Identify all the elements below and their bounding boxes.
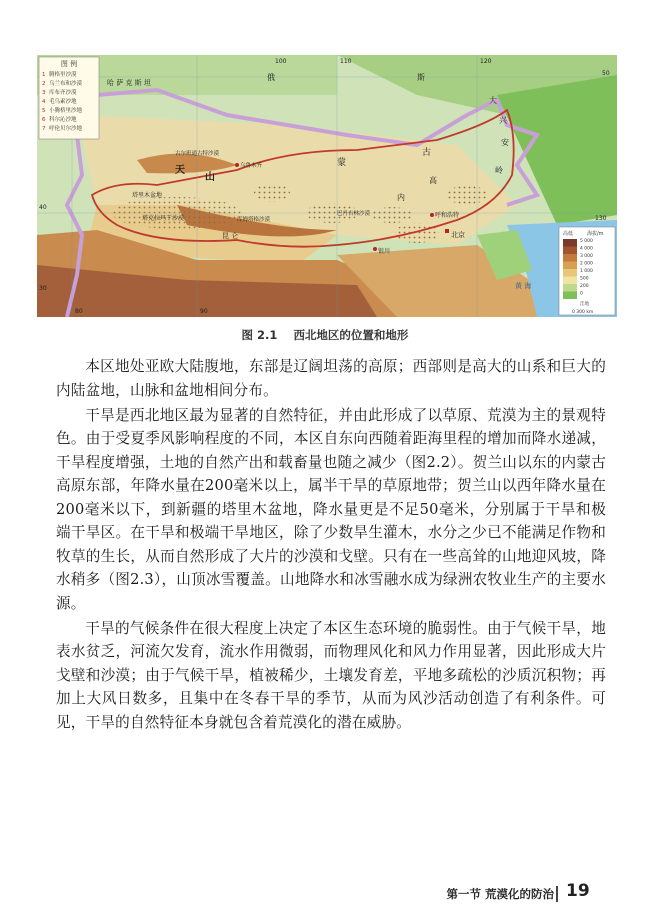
label-mongolia-2: 古 bbox=[422, 148, 432, 158]
page-number: 19 bbox=[566, 881, 590, 901]
lat-30: 30 bbox=[39, 285, 47, 292]
label-yinchuan: 银川 bbox=[378, 248, 391, 255]
label-hohhot: 呼和浩特 bbox=[435, 212, 460, 219]
elevation-level-label: 5 000 bbox=[580, 239, 593, 244]
legend-item-number: 3 bbox=[42, 90, 46, 96]
legend-item-number: 6 bbox=[42, 117, 46, 123]
legend-item-label: 小腾格里沙地 bbox=[49, 108, 83, 114]
label-kumtag: 库姆塔格沙漠 bbox=[237, 217, 271, 223]
elevation-legend bbox=[559, 227, 615, 315]
map-legend bbox=[39, 57, 99, 139]
elevation-swatch bbox=[563, 269, 577, 277]
label-russia-s: 斯 bbox=[417, 73, 425, 82]
paragraph-1: 本区地处亚欧大陆腹地，东部是辽阔坦荡的高原；西部则是高大的山系和巨大的内陆盆地，山脉和盆地相间分布。 bbox=[56, 358, 606, 399]
elevation-level-label: 1 000 bbox=[580, 269, 593, 274]
lat-50: 50 bbox=[602, 70, 610, 77]
elevation-swatch bbox=[563, 247, 577, 255]
label-dxal-1: 大 bbox=[489, 96, 497, 105]
lon-120: 120 bbox=[480, 58, 492, 65]
elevation-level-label: 4 000 bbox=[580, 246, 593, 252]
legend-item-label: 呼伦贝尔沙地 bbox=[49, 126, 83, 132]
legend-item-number: 7 bbox=[42, 126, 46, 132]
figure-title: 西北地区的位置和地形 bbox=[293, 328, 409, 342]
elevation-swatch bbox=[563, 277, 577, 285]
figure-caption bbox=[0, 327, 650, 343]
lat-40: 40 bbox=[39, 204, 47, 211]
legend-title: 图 例 bbox=[60, 60, 78, 68]
body-text bbox=[56, 355, 606, 736]
label-dxal-3: 安 bbox=[501, 138, 509, 147]
legend-item-number: 2 bbox=[42, 81, 46, 87]
lon-80: 80 bbox=[75, 308, 83, 315]
elevation-swatch bbox=[563, 239, 577, 247]
label-huanghai: 黄 海 bbox=[515, 282, 532, 290]
legend-item-number: 4 bbox=[42, 99, 46, 105]
label-gaoyuan: 高 bbox=[429, 176, 437, 185]
legend-item-label: 科尔沁沙地 bbox=[49, 117, 77, 123]
elev-title-right: 海拔/m bbox=[587, 231, 604, 237]
elev-title-left: 高低 bbox=[563, 231, 574, 237]
elevation-swatch bbox=[563, 284, 577, 292]
elevation-level-label: 2 000 bbox=[580, 261, 593, 267]
legend-item-label: 毛乌素沙地 bbox=[49, 99, 77, 105]
section-title: 第一节 荒漠化的防治 bbox=[446, 887, 554, 901]
label-tianshan-1: 天 bbox=[175, 165, 185, 176]
label-dxal-2: 兴 bbox=[499, 116, 507, 125]
label-taklimakan: 塔克拉玛干沙漠 bbox=[142, 215, 185, 222]
elevation-level-label: 0 bbox=[580, 291, 583, 297]
elevation-level-label: 3 000 bbox=[580, 254, 593, 259]
legend-item-number: 1 bbox=[42, 72, 46, 78]
lon-90: 90 bbox=[200, 308, 208, 315]
legend-item-label: 乌兰布和沙漠 bbox=[49, 81, 83, 87]
label-badain: 巴丹吉林沙漠 bbox=[337, 211, 371, 217]
terrain-map bbox=[37, 55, 617, 317]
label-beijing: 北京 bbox=[451, 231, 465, 239]
label-kunlun: 昆 仑 bbox=[222, 232, 239, 240]
label-gurbantunggut: 古尔班通古特沙漠 bbox=[175, 151, 220, 157]
label-russia-e: 俄 bbox=[267, 73, 275, 82]
legend-item-label: 腾格里沙漠 bbox=[49, 72, 77, 78]
elevation-swatch bbox=[563, 292, 577, 300]
paragraph-2: 干旱是西北地区最为显著的自然特征，并由此形成了以草原、荒漠为主的景观特色。由于受夏季风影响程度的不同，本区自东向西随着距海里程的增加而降水递减，干旱程度增强，土地的自然产出和载畜量也随之减少（图2.2）。贺兰山以东的内蒙古高原东部，年降水量在200毫米以上，属半干旱的草原地带；贺兰山以西年降水量在200毫米以下，到新疆的塔里木盆地，降水量更是不足50毫米，分别属于干旱和极端干旱区。在干旱和极端干旱地区，除了少数旱生灌木，水分之少已不能满足作物和牧草的生长，从而自然形成了大片的沙漠和戈壁。只有在一些高耸的山地迎风坡，降水稍多（图2.3），山顶冰雪覆盖。山地降水和冰雪融水成为绿洲农牧业生产的主要水源。 bbox=[56, 406, 606, 612]
figure-number: 图 2.1 bbox=[241, 328, 278, 342]
page-footer bbox=[0, 880, 650, 910]
lon-100: 100 bbox=[275, 58, 287, 65]
label-tarim: 塔里木盆地 bbox=[132, 192, 163, 199]
label-kazakh: 哈 萨 克 斯 坦 bbox=[107, 79, 151, 87]
paragraph-3: 干旱的气候条件在很大程度上决定了本区生态环境的脆弱性。由于气候干旱，地表水贫乏，河流欠发育，流水作用微弱，而物理风化和风力作用显著，因此形成大片戈壁和沙漠；由于气候干旱，植被稀少，土壤发育差，平地多疏松的沙质沉积物；再加上大风日数多，且集中在冬春干旱的季节，从而为风沙活动创造了有利条件。可见，干旱的自然特征本身就包含着荒漠化的潜在威胁。 bbox=[56, 619, 606, 731]
scale-bar-text: 0 300 km bbox=[572, 310, 594, 315]
label-mongolia-1: 蒙 bbox=[337, 158, 347, 168]
label-tianshan-2: 山 bbox=[205, 172, 215, 183]
elev-below-label: 洼地 bbox=[580, 302, 589, 307]
lon-130: 130 bbox=[595, 215, 607, 222]
elevation-swatch bbox=[563, 262, 577, 270]
label-neimenggu: 内 bbox=[397, 193, 405, 202]
label-dxal-4: 岭 bbox=[495, 166, 503, 175]
legend-item-number: 5 bbox=[42, 108, 46, 114]
lon-110: 110 bbox=[340, 58, 352, 65]
legend-item-label: 库布齐沙漠 bbox=[49, 90, 77, 96]
label-urumqi: 乌鲁木齐 bbox=[240, 163, 263, 169]
elevation-level-label: 500 bbox=[580, 276, 589, 282]
elevation-level-label: 200 bbox=[580, 284, 589, 289]
elevation-swatch bbox=[563, 254, 577, 262]
footer-divider bbox=[556, 886, 558, 902]
